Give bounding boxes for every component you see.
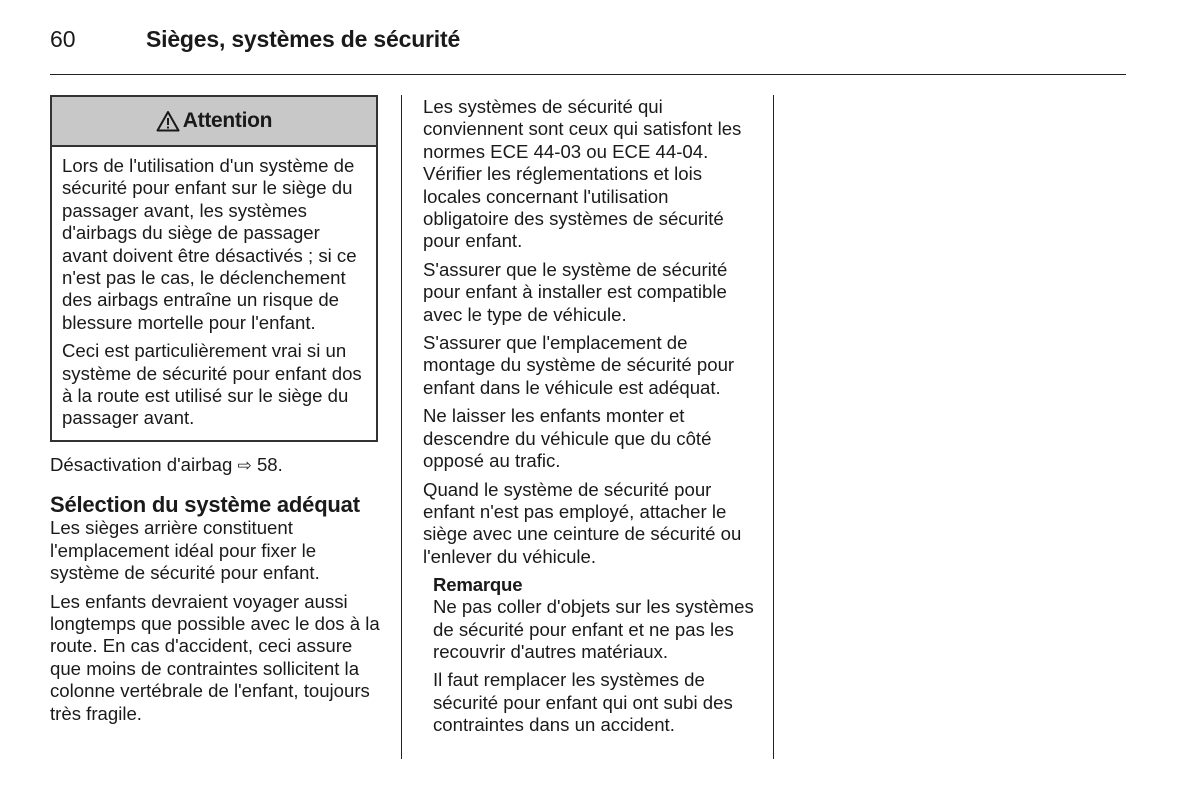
cross-reference [50, 454, 380, 477]
column2-paragraph: Quand le système de sécurité pour enfant n'est pas employé, attacher le siège avec une ceinture de sécurité ou l'enlever du véhicule. [423, 478, 742, 567]
section-paragraph: Les enfants devraient voyager aussi longtemps que possible avec le dos à la route. En cas d'accident, ceci assure que moins de contraintes sollicitent la colonne vertébrale de l'enfant, toujours très fragile. [50, 590, 380, 724]
column2-paragraph: S'assurer que le système de sécurité pour enfant à installer est compatible avec le type de véhicule. [423, 258, 728, 325]
warning-body [52, 147, 376, 440]
page-reference-arrow-icon: ⇨ [237, 455, 252, 475]
column2-paragraph: S'assurer que l'emplacement de montage du système de sécurité pour enfant dans le véhicule est adéquat. [423, 332, 735, 398]
section-paragraph: Les sièges arrière constituent l'emplacement idéal pour fixer le système de sécurité pour enfant. [50, 517, 320, 584]
header-divider [50, 74, 1126, 75]
column2-paragraph: Ne laisser les enfants monter et descendre du véhicule que du côté opposé au trafic. [423, 405, 712, 472]
warning-paragraph: Lors de l'utilisation d'un système de sécurité pour enfant sur le siège du passager avant, les systèmes d'airbags du siège de passager avant doivent être désactivés ; si ce n'est pas le cas, le déclenchement des airbags entraîne un risque de blessure mortelle pour l'enfant. [62, 155, 357, 333]
column-1 [50, 95, 380, 725]
remark-title: Remarque [433, 574, 523, 596]
section-title: Sélection du système adéquat [50, 492, 360, 518]
remark-paragraph: Il faut remplacer les systèmes de sécurité pour enfant qui ont subi des contraintes dans un accident. [433, 669, 733, 736]
column-2 [423, 96, 758, 737]
warning-triangle-icon [156, 110, 180, 132]
chapter-title: Sièges, systèmes de sécurité [146, 26, 461, 52]
warning-title: Attention [182, 109, 273, 132]
cross-reference-text: Désactivation d'airbag [50, 453, 233, 475]
column-divider [401, 95, 402, 759]
column2-paragraph: Les systèmes de sécurité qui conviennent sont ceux qui satisfont les normes ECE 44-03 ou ECE 44-04. Vérifier les réglementations et lois locales concernant l'utilisation obligatoire des systèmes de sécurité pour enfant. [423, 96, 742, 252]
warning-header [52, 97, 376, 147]
remark-note [433, 574, 758, 736]
remark-paragraph: Ne pas coller d'objets sur les systèmes de sécurité pour enfant et ne pas les recouvrir d'autres matériaux. [433, 596, 754, 662]
page-header [50, 26, 460, 56]
warning-box [50, 95, 378, 442]
warning-paragraph: Ceci est particulièrement vrai si un système de sécurité pour enfant dos à la route est utilisé sur le siège du passager avant. [62, 340, 362, 429]
column-divider [773, 95, 774, 759]
cross-reference-page: 58. [256, 453, 283, 475]
page-number: 60 [50, 26, 76, 52]
